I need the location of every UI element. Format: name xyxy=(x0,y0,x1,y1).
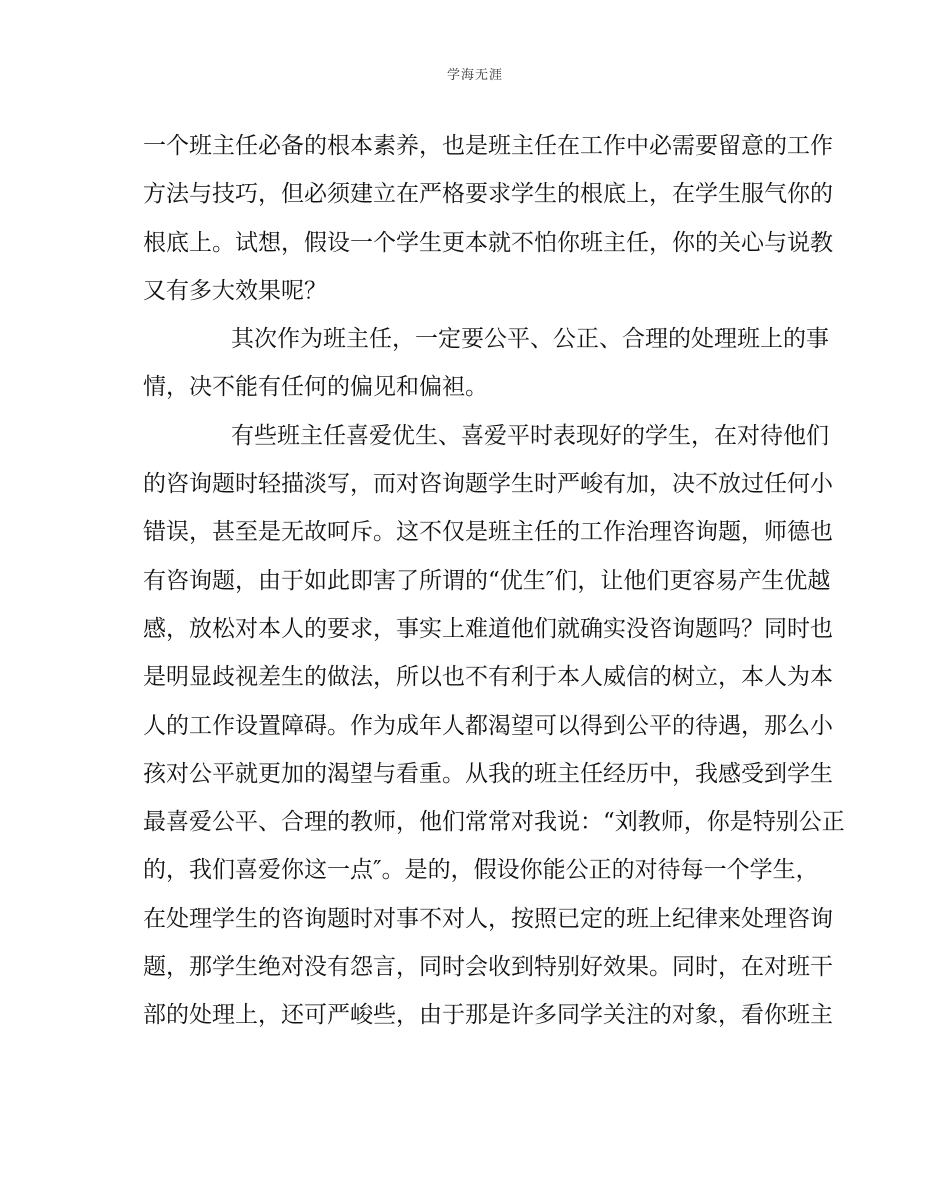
paragraph-start-line: 其次作为班主任，一定要公平、公正、合理的处理班上的事 xyxy=(231,326,829,353)
text-line: 有咨询题，由于如此即害了所谓的“优生″们，让他们更容易产生优越 xyxy=(143,567,831,594)
text-line: 情，决不能有任何的偏见和偏袒。 xyxy=(143,374,488,401)
text-line: 根底上。试想，假设一个学生更本就不怕你班主任，你的关心与说教 xyxy=(143,229,833,256)
text-line: 的咨询题时轻描淡写，而对咨询题学生时严峻有加，决不放过任何小 xyxy=(143,471,833,498)
text-line: 方法与技巧，但必须建立在严格要求学生的根底上，在学生服气你的 xyxy=(143,181,833,208)
text-line: 的，我们喜爱你这一点″。是的，假设你能公正的对待每一个学生， xyxy=(143,857,819,884)
text-line: 错误，甚至是无故呵斥。这不仅是班主任的工作治理咨询题，师德也 xyxy=(143,519,833,546)
page-header: 学海无涯 xyxy=(446,68,503,83)
text-line: 感，放松对本人的要求，事实上难道他们就确实没咨询题吗？同时也 xyxy=(143,615,833,642)
text-line: 人的工作设置障碍。作为成年人都渴望可以得到公平的待遇，那么小 xyxy=(143,712,833,739)
text-line: 又有多大效果呢？ xyxy=(143,277,327,304)
paragraph-start-line: 有些班主任喜爱优生、喜爱平时表现好的学生，在对待他们 xyxy=(231,422,829,449)
text-line: 孩对公平就更加的渴望与看重。从我的班主任经历中，我感受到学生 xyxy=(143,760,833,787)
body-text xyxy=(143,122,845,1040)
text-line: 最喜爱公平、合理的教师，他们常常对我说：“刘教师，你是特别公正 xyxy=(143,809,845,836)
text-line: 一个班主任必备的根本素养，也是班主任在工作中必需要留意的工作 xyxy=(143,133,833,159)
text-line: 部的处理上，还可严峻些，由于那是许多同学关注的对象，看你班主 xyxy=(143,1002,833,1029)
text-line: 在处理学生的咨询题时对事不对人，按照已定的班上纪律来处理咨询 xyxy=(143,905,833,932)
text-line: 题，那学生绝对没有怨言，同时会收到特别好效果。同时，在对班干 xyxy=(143,954,833,981)
text-line: 是明显歧视差生的做法，所以也不有利于本人威信的树立，本人为本 xyxy=(143,664,833,691)
